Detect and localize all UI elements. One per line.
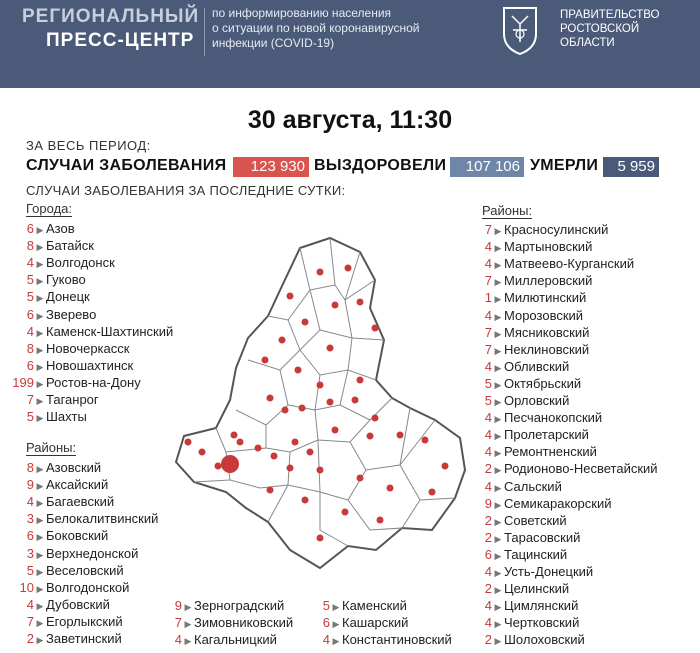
case-dot: [367, 433, 374, 440]
location-name: Мартыновский: [504, 239, 593, 255]
triangle-marker-icon: ▶: [184, 602, 192, 612]
case-dot: [372, 325, 379, 332]
case-count: 2: [26, 631, 34, 646]
rostov-case-dot: [221, 455, 239, 473]
triangle-marker-icon: ▶: [36, 225, 44, 235]
list-item: [470, 614, 579, 631]
case-dot: [267, 487, 274, 494]
period-label: ЗА ВЕСЬ ПЕРИОД:: [26, 138, 151, 153]
case-dot: [422, 437, 429, 444]
list-item: [470, 529, 580, 546]
header-description: [212, 6, 419, 51]
location-name: Неклиновский: [504, 341, 590, 357]
case-dot: [287, 293, 294, 300]
case-count: 7: [484, 273, 492, 289]
location-name: Чертковский: [504, 615, 580, 631]
case-dot: [267, 395, 274, 402]
list-item: [470, 495, 612, 512]
case-count: 7: [484, 341, 492, 357]
triangle-marker-icon: ▶: [36, 344, 44, 355]
case-dot: [199, 449, 206, 456]
case-count: 2: [484, 632, 492, 648]
location-name: Волгодонск: [46, 255, 115, 271]
case-dot: [271, 453, 278, 460]
location-name: Багаевский: [46, 494, 115, 510]
case-count: 6: [26, 306, 34, 322]
triangle-marker-icon: ▶: [494, 397, 502, 407]
case-count: 4: [484, 598, 492, 614]
case-dot: [372, 415, 379, 422]
list-item: [470, 238, 592, 255]
triangle-marker-icon: ▶: [494, 294, 502, 305]
case-count: 4: [484, 410, 492, 426]
location-name: Зверево: [46, 306, 97, 322]
case-count: 4: [484, 564, 492, 579]
case-dot: [215, 463, 222, 470]
list-item: [4, 562, 124, 579]
triangle-marker-icon: ▶: [332, 636, 340, 647]
case-count: 2: [484, 512, 492, 528]
list-item: [4, 254, 115, 271]
case-count: 5: [26, 409, 34, 425]
case-count: 4: [322, 632, 330, 648]
list-item: [4, 391, 99, 408]
location-name: Шолоховский: [504, 632, 585, 648]
location-name: Боковский: [46, 528, 109, 544]
list-item: [318, 631, 452, 648]
location-name: Песчанокопский: [504, 410, 603, 426]
case-count: 4: [26, 255, 34, 271]
case-dot: [377, 517, 384, 524]
location-name: Усть-Донецкий: [504, 564, 594, 579]
case-count: 4: [26, 596, 34, 612]
triangle-marker-icon: ▶: [494, 243, 502, 254]
location-name: Миллеровский: [504, 273, 593, 289]
location-name: Целинский: [504, 581, 570, 597]
triangle-marker-icon: ▶: [36, 464, 44, 474]
location-name: Новочеркасск: [46, 340, 130, 356]
location-name: Тацинский: [504, 546, 568, 562]
header-banner: [0, 0, 700, 88]
case-count: 2: [484, 529, 492, 545]
location-name: Волгодонской: [46, 579, 130, 595]
list-item: [470, 307, 583, 324]
triangle-marker-icon: ▶: [36, 498, 44, 509]
list-item: [170, 631, 277, 648]
location-name: Зерноградский: [194, 598, 285, 613]
list-item: [470, 460, 658, 477]
report-date: 30 августа, 11:30: [247, 106, 453, 134]
list-item: [170, 614, 293, 631]
location-name: Каменский: [342, 598, 407, 613]
triangle-marker-icon: ▶: [184, 636, 192, 647]
location-name: Мясниковский: [504, 324, 590, 340]
case-dot: [342, 509, 349, 516]
case-count: 5: [484, 375, 492, 391]
triangle-marker-icon: ▶: [494, 379, 502, 390]
case-dot: [429, 489, 436, 496]
case-count: 5: [484, 393, 492, 408]
triangle-marker-icon: ▶: [494, 619, 502, 630]
header-divider: [204, 8, 205, 56]
location-name: Кашарский: [342, 615, 409, 631]
triangle-marker-icon: ▶: [36, 600, 44, 611]
triangle-marker-icon: ▶: [494, 328, 502, 339]
triangle-marker-icon: ▶: [494, 431, 502, 442]
triangle-marker-icon: ▶: [36, 378, 44, 389]
list-item: [470, 512, 567, 529]
case-dot: [352, 397, 359, 404]
case-count: 3: [26, 545, 34, 561]
list-item: [470, 392, 569, 409]
location-name: Тарасовский: [504, 529, 581, 545]
case-dot: [237, 439, 244, 446]
location-name: Морозовский: [504, 307, 584, 323]
coat-of-arms-icon: [500, 4, 540, 56]
location-name: Матвеево-Курганский: [504, 256, 635, 272]
case-dot: [302, 319, 309, 326]
press-center-title-line1: РЕГИОНАЛЬНЫЙ: [22, 6, 200, 27]
triangle-marker-icon: ▶: [36, 310, 44, 321]
list-item: [470, 478, 562, 495]
case-dot: [332, 302, 339, 309]
location-name: Цимлянский: [504, 598, 579, 614]
location-name: Зимовниковский: [194, 615, 294, 631]
case-count: 4: [484, 478, 492, 494]
triangle-marker-icon: ▶: [494, 602, 502, 613]
header-description-line: инфекции (COVID-19): [212, 36, 335, 50]
region-map-icon: [170, 230, 480, 575]
case-dot: [397, 432, 404, 439]
list-item: [470, 546, 567, 563]
government-label-line: ПРАВИТЕЛЬСТВО: [560, 9, 660, 21]
triangle-marker-icon: ▶: [36, 635, 44, 645]
location-name: Азов: [46, 221, 75, 236]
location-name: Егорлыкский: [46, 613, 123, 629]
list-item: [4, 288, 90, 305]
triangle-marker-icon: ▶: [36, 276, 44, 287]
list-item: [4, 357, 133, 374]
total-cases-value: 123 930: [233, 157, 309, 177]
triangle-marker-icon: ▶: [494, 482, 502, 493]
list-item: [470, 597, 578, 614]
case-count: 1: [484, 290, 492, 306]
triangle-marker-icon: ▶: [36, 259, 44, 270]
triangle-marker-icon: ▶: [494, 345, 502, 356]
case-dot: [255, 445, 262, 452]
case-count: 6: [26, 528, 34, 544]
list-item: [470, 443, 597, 460]
location-name: Пролетарский: [504, 427, 589, 443]
location-name: Красносулинский: [504, 222, 609, 237]
case-dot: [317, 382, 324, 389]
triangle-marker-icon: ▶: [494, 226, 502, 236]
daily-cases-label: СЛУЧАИ ЗАБОЛЕВАНИЯ ЗА ПОСЛЕДНИЕ СУТКИ:: [26, 183, 346, 198]
triangle-marker-icon: ▶: [494, 516, 502, 527]
triangle-marker-icon: ▶: [36, 515, 44, 526]
case-count: 6: [26, 357, 34, 373]
list-item: [4, 493, 114, 510]
case-count: 4: [484, 239, 492, 255]
location-name: Гуково: [46, 272, 86, 288]
list-item: [318, 597, 407, 614]
case-dot: [282, 407, 289, 414]
case-count: 9: [484, 495, 492, 511]
case-count: 6: [484, 546, 492, 562]
case-dot: [387, 485, 394, 492]
case-dot: [231, 432, 238, 439]
location-name: Советский: [504, 512, 567, 528]
case-count: 8: [26, 238, 34, 254]
list-item: [4, 220, 75, 237]
districts-right-heading: Районы:: [482, 203, 533, 218]
triangle-marker-icon: ▶: [494, 533, 502, 544]
triangle-marker-icon: ▶: [36, 566, 44, 577]
case-dot: [185, 439, 192, 446]
case-count: 5: [26, 272, 34, 288]
triangle-marker-icon: ▶: [36, 242, 44, 253]
list-item: [4, 630, 122, 647]
case-dot: [292, 439, 299, 446]
case-count: 4: [174, 632, 182, 648]
location-name: Белокалитвинский: [46, 511, 159, 527]
triangle-marker-icon: ▶: [36, 532, 44, 543]
list-item: [470, 289, 586, 306]
list-item: [470, 375, 581, 392]
list-item: [4, 408, 87, 425]
case-count: 2: [484, 581, 492, 597]
case-dot: [327, 345, 334, 352]
list-item: [470, 324, 589, 341]
case-count: 5: [26, 562, 34, 578]
location-name: Заветинский: [46, 631, 122, 646]
list-item: [4, 306, 96, 323]
list-item: [470, 426, 589, 443]
list-item: [4, 527, 108, 544]
triangle-marker-icon: ▶: [36, 396, 44, 406]
government-label-line: РОСТОВСКОЙ: [560, 23, 640, 35]
list-item: [470, 358, 569, 375]
case-count: 9: [174, 598, 182, 613]
location-name: Азовский: [46, 460, 102, 475]
triangle-marker-icon: ▶: [494, 414, 502, 425]
triangle-marker-icon: ▶: [494, 585, 502, 596]
total-cases-label: СЛУЧАИ ЗАБОЛЕВАНИЯ: [26, 157, 227, 174]
location-name: Батайск: [46, 238, 94, 254]
case-dot: [442, 463, 449, 470]
case-count: 6: [322, 615, 330, 631]
case-count: 9: [26, 477, 34, 493]
list-item: [4, 510, 158, 527]
case-count: 7: [484, 222, 492, 237]
location-name: Милютинский: [504, 290, 587, 306]
list-item: [4, 237, 94, 254]
case-dot: [332, 427, 339, 434]
case-count: 2: [484, 461, 492, 477]
location-name: Аксайский: [46, 477, 109, 493]
recovered-label: ВЫЗДОРОВЕЛИ: [314, 157, 447, 174]
case-dot: [327, 399, 334, 406]
case-count: 4: [484, 615, 492, 631]
triangle-marker-icon: ▶: [494, 260, 502, 271]
list-item: [470, 631, 585, 648]
case-count: 8: [26, 340, 34, 356]
case-dot: [302, 497, 309, 504]
triangle-marker-icon: ▶: [332, 619, 340, 630]
case-count: 4: [26, 494, 34, 510]
government-label-line: ОБЛАСТИ: [560, 37, 615, 49]
triangle-marker-icon: ▶: [494, 568, 502, 578]
location-name: Кагальницкий: [194, 632, 277, 648]
location-name: Таганрог: [46, 392, 99, 407]
case-count: 5: [322, 598, 330, 613]
case-count: 5: [26, 289, 34, 305]
list-item: [470, 221, 608, 238]
case-count: 199: [12, 374, 34, 390]
deaths-label: УМЕРЛИ: [530, 157, 599, 174]
case-count: 7: [26, 392, 34, 407]
case-count: 10: [19, 579, 34, 595]
list-item: [4, 579, 129, 596]
location-name: Новошахтинск: [46, 357, 134, 373]
triangle-marker-icon: ▶: [494, 499, 502, 510]
triangle-marker-icon: ▶: [36, 327, 44, 338]
triangle-marker-icon: ▶: [494, 311, 502, 322]
triangle-marker-icon: ▶: [494, 550, 502, 561]
list-item: [4, 476, 108, 493]
location-name: Сальский: [504, 478, 562, 494]
case-dot: [317, 269, 324, 276]
triangle-marker-icon: ▶: [494, 465, 502, 476]
districts-left-heading: Районы:: [26, 440, 77, 455]
triangle-marker-icon: ▶: [36, 361, 44, 372]
triangle-marker-icon: ▶: [494, 448, 502, 459]
header-description-line: о ситуации по новой коронавирусной: [212, 21, 420, 35]
triangle-marker-icon: ▶: [332, 602, 340, 612]
location-name: Шахты: [46, 409, 87, 425]
location-name: Донецк: [46, 289, 90, 305]
recovered-value: 107 106: [450, 157, 524, 177]
case-count: 7: [26, 613, 34, 629]
location-name: Веселовский: [46, 562, 124, 578]
triangle-marker-icon: ▶: [494, 277, 502, 288]
list-item: [470, 580, 569, 597]
case-count: 8: [26, 460, 34, 475]
triangle-marker-icon: ▶: [36, 481, 44, 492]
list-item: [4, 545, 138, 562]
case-dot: [357, 299, 364, 306]
triangle-marker-icon: ▶: [36, 583, 44, 594]
location-name: Орловский: [504, 393, 570, 408]
list-item: [4, 271, 86, 288]
case-count: 4: [484, 444, 492, 460]
list-item: [470, 341, 589, 358]
list-item: [470, 255, 634, 272]
location-name: Каменск-Шахтинский: [46, 323, 174, 339]
list-item: [470, 563, 593, 580]
triangle-marker-icon: ▶: [36, 413, 44, 424]
government-label: [560, 8, 660, 50]
case-dot: [307, 449, 314, 456]
location-name: Семикаракорский: [504, 495, 612, 511]
list-item: [170, 597, 284, 614]
list-item: [4, 340, 129, 357]
location-name: Родионово-Несветайский: [504, 461, 658, 477]
case-dot: [345, 265, 352, 272]
case-count: 7: [174, 615, 182, 631]
list-item: [4, 374, 141, 391]
case-dot: [295, 367, 302, 374]
list-item: [4, 459, 101, 476]
location-name: Дубовский: [46, 596, 110, 612]
case-count: 4: [26, 323, 34, 339]
triangle-marker-icon: ▶: [36, 293, 44, 304]
location-name: Октябрьский: [504, 375, 582, 391]
list-item: [4, 596, 110, 613]
location-name: Обливский: [504, 358, 570, 374]
case-count: 3: [26, 511, 34, 527]
case-count: 4: [484, 256, 492, 272]
location-name: Верхнедонской: [46, 545, 139, 561]
case-dot: [279, 337, 286, 344]
case-count: 6: [26, 221, 34, 236]
list-item: [4, 323, 173, 340]
case-count: 4: [484, 307, 492, 323]
triangle-marker-icon: ▶: [494, 636, 502, 647]
location-name: Ростов-на-Дону: [46, 374, 141, 390]
case-dot: [299, 405, 306, 412]
press-center-title-line2: ПРЕСС-ЦЕНТР: [46, 30, 195, 51]
location-name: Ремонтненский: [504, 444, 597, 460]
case-dot: [317, 535, 324, 542]
triangle-marker-icon: ▶: [36, 549, 44, 560]
triangle-marker-icon: ▶: [36, 617, 44, 628]
header-description-line: по информированию населения: [212, 6, 392, 20]
cities-heading: Города:: [26, 201, 73, 216]
deaths-value: 5 959: [603, 157, 659, 177]
list-item: [470, 409, 602, 426]
triangle-marker-icon: ▶: [184, 619, 192, 630]
case-dot: [317, 467, 324, 474]
triangle-marker-icon: ▶: [494, 362, 502, 373]
case-count: 4: [484, 358, 492, 374]
case-dot: [357, 475, 364, 482]
list-item: [470, 272, 592, 289]
list-item: [318, 614, 408, 631]
case-dot: [357, 377, 364, 384]
list-item: [4, 613, 123, 630]
location-name: Константиновский: [342, 632, 452, 648]
case-dot: [287, 465, 294, 472]
case-count: 4: [484, 427, 492, 443]
case-count: 7: [484, 324, 492, 340]
case-dot: [262, 357, 269, 364]
